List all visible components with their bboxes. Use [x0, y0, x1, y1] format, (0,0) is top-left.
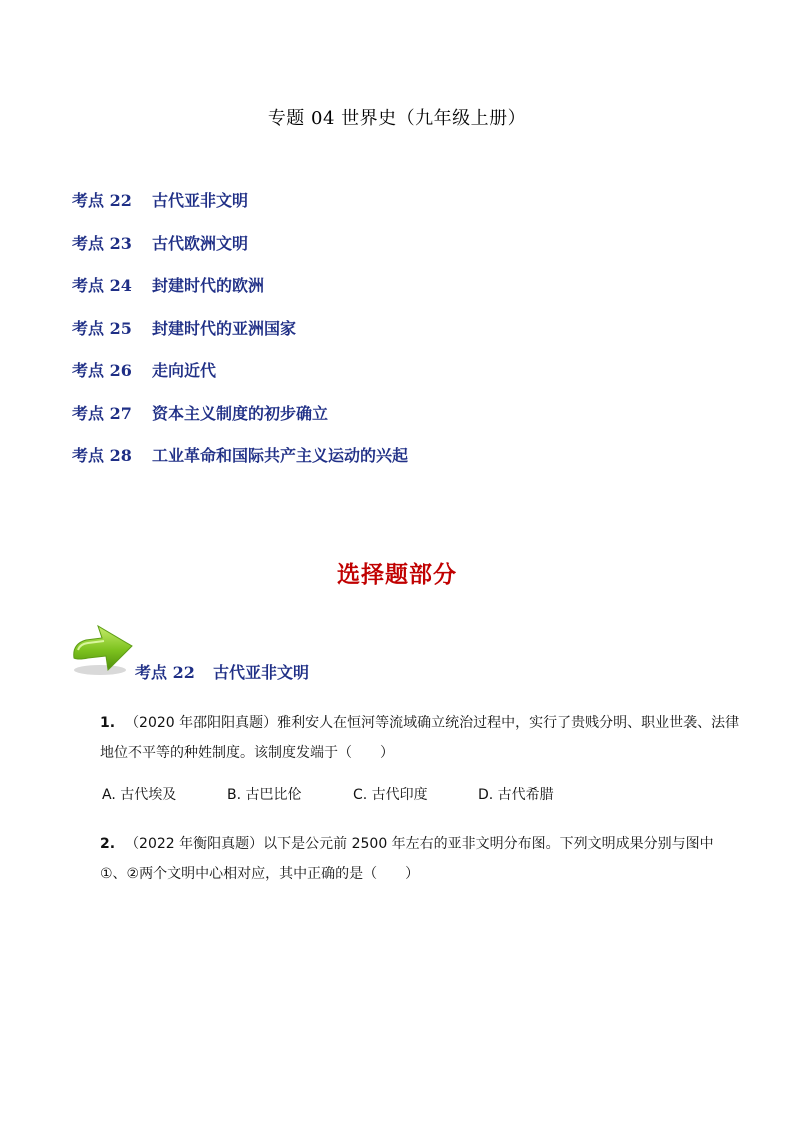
question-1-options	[102, 784, 554, 804]
toc-item	[72, 316, 408, 359]
toc-item	[72, 231, 408, 274]
toc-item-label: 封建时代的欧洲	[152, 276, 265, 295]
toc-item	[72, 358, 408, 401]
toc-item-number: 考点 25	[72, 318, 132, 338]
table-of-contents	[72, 188, 408, 486]
toc-item-number: 考点 27	[72, 403, 132, 423]
question-2	[100, 829, 740, 889]
question-number: 2.	[100, 836, 116, 852]
toc-item-number: 考点 26	[72, 361, 132, 380]
kaodian-heading	[135, 660, 309, 683]
question-text: （2020 年邵阳阳真题）雅利安人在恒河等流域确立统治过程中，实行了贵贱分明、职业世袭、法律地位不平等的种姓制度。该制度发端于（ ）	[100, 715, 740, 761]
toc-item-number: 考点 24	[72, 276, 132, 295]
question-1	[100, 708, 740, 768]
toc-item-number: 考点 22	[72, 191, 132, 210]
document-title: 专题 04 世界史（九年级上册）	[267, 108, 527, 129]
option-d[interactable]: D. 古代希腊	[478, 787, 554, 803]
question-text: （2022 年衡阳真题）以下是公元前 2500 年左右的亚非文明分布图。下列文明成果分别与图中①、②两个文明中心相对应，其中正确的是（ ）	[100, 836, 714, 882]
toc-item-label: 资本主义制度的初步确立	[152, 403, 329, 423]
toc-item	[72, 443, 408, 486]
toc-item-number: 考点 28	[72, 446, 132, 465]
toc-item-label: 古代亚非文明	[152, 191, 249, 210]
option-b[interactable]: B. 古巴比伦	[227, 787, 302, 803]
toc-item-label: 工业革命和国际共产主义运动的兴起	[152, 446, 409, 465]
toc-item-label: 走向近代	[152, 361, 217, 380]
toc-item-label: 古代欧洲文明	[152, 233, 249, 253]
section-title: 选择题部分	[337, 561, 457, 588]
kaodian-number: 考点 22	[135, 663, 195, 682]
toc-item-number: 考点 23	[72, 233, 132, 253]
question-number: 1.	[100, 715, 116, 731]
toc-item	[72, 401, 408, 444]
toc-item	[72, 188, 408, 231]
toc-item	[72, 273, 408, 316]
toc-item-label: 封建时代的亚洲国家	[152, 318, 297, 338]
option-a[interactable]: A. 古代埃及	[102, 787, 177, 803]
option-c[interactable]: C. 古代印度	[353, 787, 428, 803]
green-arrow-icon	[68, 618, 138, 678]
kaodian-label: 古代亚非文明	[213, 663, 310, 682]
